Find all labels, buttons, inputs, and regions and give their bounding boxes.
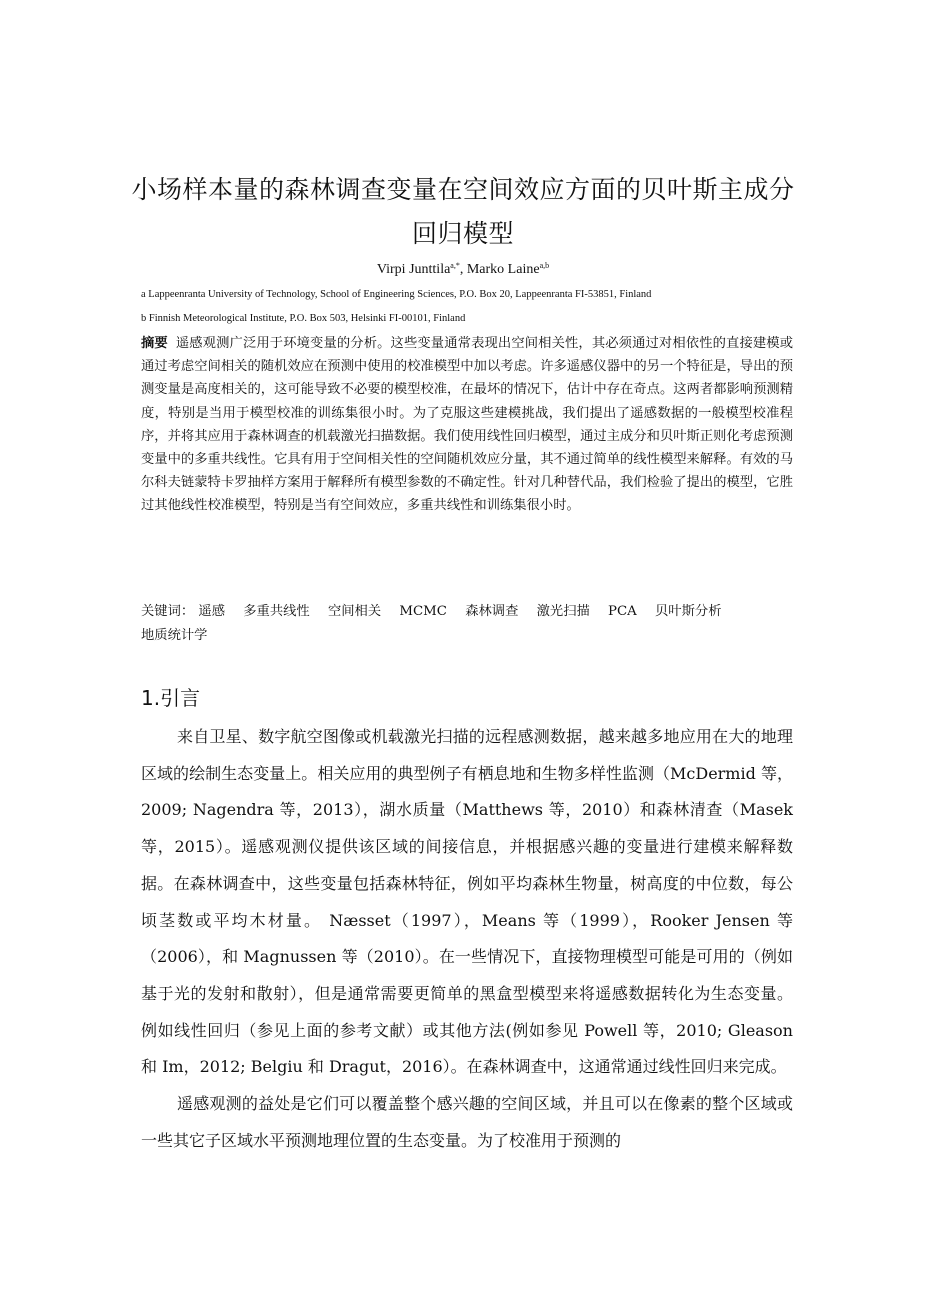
- keyword: 多重共线性: [243, 604, 310, 619]
- author-separator: ,: [459, 262, 467, 277]
- abstract: [141, 332, 793, 518]
- keyword: 森林调查: [465, 604, 519, 619]
- paragraph: 来自卫星、数字航空图像或机载激光扫描的远程感测数据，越来越多地应用在大的地理区域的绘制生态变量上。相关应用的典型例子有栖息地和生物多样性监测（McDermid 等，2009; Nagendra 等，2013），湖水质量（Matthews 等，2010）和森林清查（Masek 等，2015）。遥感观测仪提供该区域的间接信息，并根据感兴趣的变量进行建模来解释数据。在森林调查中，这些变量包括森林特征，例如平均森林生物量，树高度的中位数，每公顷茎数或平均木材量。 Næsset（1997），Means 等（1999），Rooker Jensen 等（2006），和 Magnussen 等（2010）。在一些情况下，直接物理模型可能是可用的（例如基于光的发射和散射），但是通常需要更简单的黑盒型模型来将遥感数据转化为生态变量。 例如线性回归（参见上面的参考文献）或其他方法(例如参见 Powell 等，2010; Gleason 和 Im，2012; Belgiu 和 Dragut，2016）。在森林调查中，这通常通过线性回归来完成。: [141, 727, 793, 1077]
- section-heading: 1.引言: [141, 686, 201, 710]
- paragraph: 遥感观测的益处是它们可以覆盖整个感兴趣的空间区域，并且可以在像素的整个区域或一些其它子区域水平预测地理位置的生态变量。为了校准用于预测的: [141, 1094, 793, 1150]
- keyword: 贝叶斯分析: [655, 604, 722, 619]
- abstract-label: 摘要: [141, 336, 168, 351]
- paper-title: [120, 168, 806, 256]
- affiliation-a: a Lappeenranta University of Technology, School of Engineering Sciences, P.O. Box 20, Lappeenranta FI-53851, Finland: [141, 289, 652, 300]
- affiliation-b: b Finnish Meteorological Institute, P.O. Box 503, Helsinki FI-00101, Finland: [141, 313, 466, 324]
- section-body: [141, 719, 793, 1159]
- author-affiliation-mark: a,*: [450, 261, 460, 270]
- author-name: Virpi Junttila: [376, 262, 451, 277]
- keywords-label: 关键词：: [141, 604, 195, 619]
- keyword: PCA: [608, 604, 637, 619]
- keyword: 地质统计学: [141, 628, 208, 643]
- keywords: [141, 600, 793, 648]
- keyword: 空间相关: [327, 604, 382, 619]
- keyword: 遥感: [198, 604, 226, 619]
- abstract-text: 遥感观测广泛用于环境变量的分析。这些变量通常表现出空间相关性，其必须通过对相依性的直接建模或通过考虑空间相关的随机效应在预测中使用的校准模型中加以考虑。许多遥感仪器中的另一个特征是，导出的预测变量是高度相关的，这可能导致不必要的模型校准，在最坏的情况下，估计中存在奇点。这两者都影响预测精度，特别是当用于模型校准的训练集很小时。为了克服这些建模挑战，我们提出了遥感数据的一般模型校准程序，并将其应用于森林调查的机载激光扫描数据。我们使用线性回归模型，通过主成分和贝叶斯正则化考虑预测变量中的多重共线性。它具有用于空间相关性的空间随机效应分量，其不通过简单的线性模型来解释。有效的马尔科夫链蒙特卡罗抽样方案用于解释所有模型参数的不确定性。针对几种替代品，我们检验了提出的模型，它胜过其他线性校准模型，特别是当有空间效应，多重共线性和训练集很小时。: [141, 336, 794, 514]
- title-line-1: 小场样本量的森林调查变量在空间效应方面的贝叶斯主成分: [131, 175, 795, 204]
- title-line-2: 回归模型: [411, 219, 514, 248]
- keyword: 激光扫描: [536, 604, 590, 619]
- author-list: [0, 261, 926, 278]
- author-name: Marko Laine: [466, 262, 540, 277]
- keyword: MCMC: [399, 604, 447, 619]
- author-affiliation-mark: a,b: [539, 261, 550, 270]
